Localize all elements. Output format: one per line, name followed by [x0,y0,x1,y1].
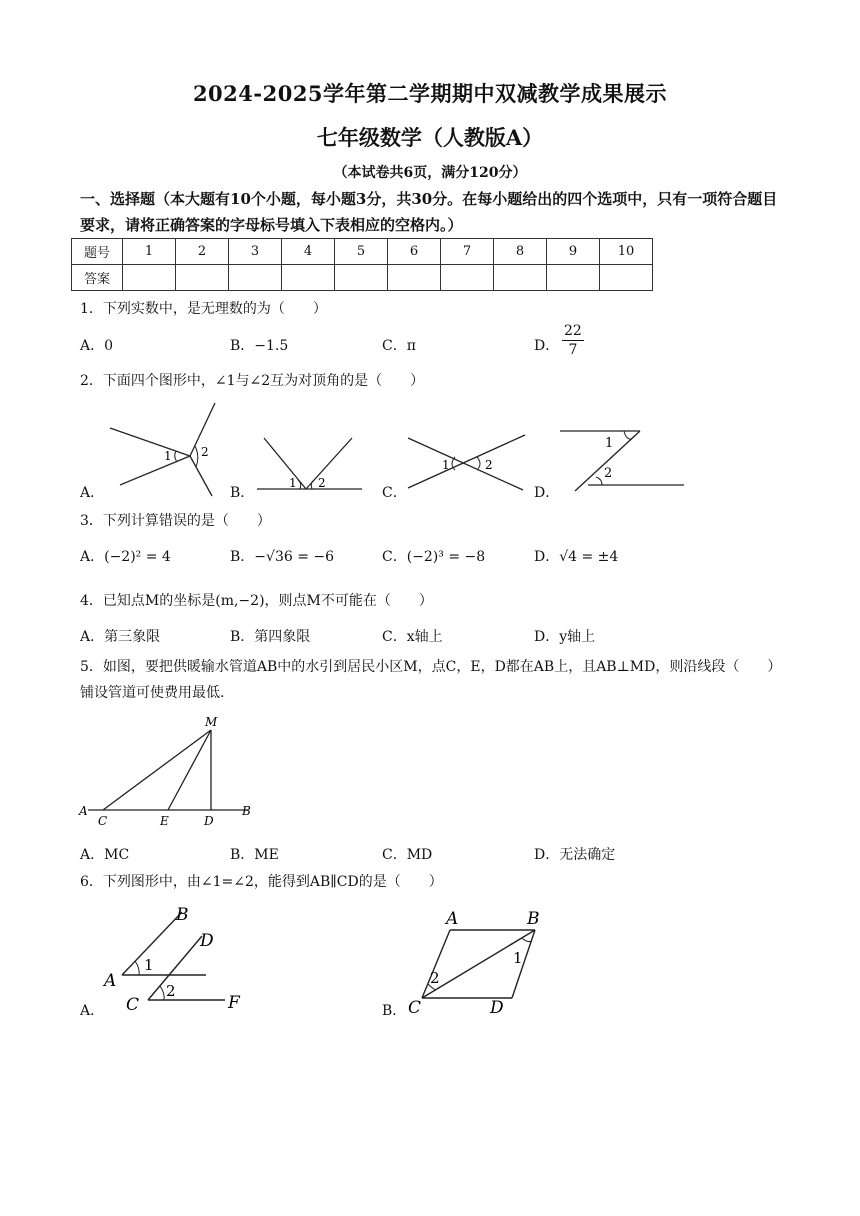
q4-option-a: A．第三象限 [80,629,161,645]
point-a-label: A [446,909,459,929]
q3-option-a: A．(−2)² = 4 [80,549,171,565]
table-cell: 2 [176,239,229,265]
q5-option-b: B．ME [230,847,279,863]
question-6-stem: 6．下列图形中，由∠1=∠2，能得到AB∥CD的是（ ） [80,874,443,890]
q6-option-b: B． [382,1003,407,1019]
q5-option-c: C．MD [382,847,433,863]
answer-cell[interactable] [600,265,653,291]
q5-option-d: D．无法确定 [534,847,616,863]
q2-option-a: A． [80,485,105,501]
table-cell: 3 [229,239,282,265]
answer-cell[interactable] [282,265,335,291]
table-cell: 7 [441,239,494,265]
q3-option-c: C．(−2)³ = −8 [382,549,486,565]
answer-cell[interactable] [229,265,282,291]
angle-1-label: 1 [513,949,523,967]
answer-cell[interactable] [494,265,547,291]
q2-option-d: D． [534,485,560,501]
q4-option-d: D．y轴上 [534,629,596,645]
table-row [72,265,653,291]
point-b-label: B [527,909,540,929]
question-5-stem: 5．如图，要把供暖输水管道AB中的水引到居民小区M，点C，E，D都在AB上，且AB⊥MD，则沿线段（ ）铺设管道可使费用最低. [80,659,782,701]
q6-figure-a [100,900,260,1015]
table-cell: 6 [388,239,441,265]
answer-cell[interactable] [176,265,229,291]
q2-figure-c [405,430,530,495]
q3-option-d: D．√4 = ±4 [534,549,619,565]
table-cell: 5 [335,239,388,265]
angle-2-label: 2 [318,476,326,490]
exam-title: 2024-2025学年第二学期期中双减教学成果展示 [192,81,668,106]
q3-option-b: B．−√36 = −6 [230,549,335,565]
angle-2-label: 2 [166,982,176,1000]
point-c-label: C [126,995,140,1015]
exam-subtitle: 七年级数学（人教版A） [316,125,544,150]
table-row-label: 答案 [72,265,123,291]
angle-2-label: 2 [485,458,493,472]
angle-1-label: 1 [289,476,297,490]
table-row [72,239,653,265]
question-2-stem: 2．下面四个图形中，∠1与∠2互为对顶角的是（ ） [80,373,425,389]
section-heading: 一、选择题（本大题有10个小题，每小题3分，共30分。在每小题给出的四个选项中，只有一项符合题目要求，请将正确答案的字母标号填入下表相应的空格内。） [80,190,778,234]
fraction-numerator: 22 [564,323,582,339]
q5-option-a: A．MC [80,847,130,863]
point-b-label: B [242,804,251,818]
angle-2-label: 2 [430,969,440,987]
question-1-stem: 1．下列实数中，是无理数的为（ ） [80,301,327,317]
angle-1-label: 1 [164,449,172,463]
q5-figure [78,712,268,832]
q2-figure-a [100,400,220,500]
point-d-label: D [204,814,214,828]
table-cell: 8 [494,239,547,265]
point-e-label: E [160,814,169,828]
q2-option-b: B． [230,485,255,501]
answer-cell[interactable] [441,265,494,291]
answer-cell[interactable] [123,265,176,291]
q6-figure-b [400,905,550,1018]
answer-cell[interactable] [547,265,600,291]
table-cell: 1 [123,239,176,265]
answer-cell[interactable] [335,265,388,291]
q1-option-a: A．0 [80,338,114,354]
exam-note: （本试卷共6页，满分120分） [333,165,527,181]
question-4-stem: 4．已知点M的坐标是(m,−2)，则点M不可能在（ ） [80,593,433,609]
point-c-label: C [408,998,422,1018]
table-row-label: 题号 [72,239,123,265]
q4-option-b: B．第四象限 [230,629,311,645]
q4-option-c: C．x轴上 [382,629,443,645]
q1-option-c: C．π [382,338,416,354]
q1-fraction [562,322,584,359]
point-m-label: M [205,715,218,729]
q2-figure-b [252,430,372,495]
table-cell: 10 [600,239,653,265]
angle-1-label: 1 [605,436,614,451]
angle-1-label: 1 [144,956,154,974]
answer-cell[interactable] [388,265,441,291]
q6-option-a: A． [80,1003,105,1019]
q1-option-b: B．−1.5 [230,338,289,354]
point-c-label: C [98,814,108,828]
point-a-label: A [104,971,117,991]
point-b-label: B [176,905,189,925]
point-a-label: A [79,804,88,818]
q1-option-d: D． [534,338,560,354]
point-d-label: D [200,931,214,951]
angle-2-label: 2 [201,445,209,459]
point-d-label: D [490,998,504,1018]
question-3-stem: 3．下列计算错误的是（ ） [80,513,271,529]
point-f-label: F [228,993,240,1013]
q2-figure-d [560,425,690,495]
fraction-denominator: 7 [568,342,578,358]
answer-table [71,238,653,291]
angle-1-label: 1 [442,458,450,472]
table-cell: 4 [282,239,335,265]
angle-2-label: 2 [604,466,613,481]
q2-option-c: C． [382,485,407,501]
table-cell: 9 [547,239,600,265]
